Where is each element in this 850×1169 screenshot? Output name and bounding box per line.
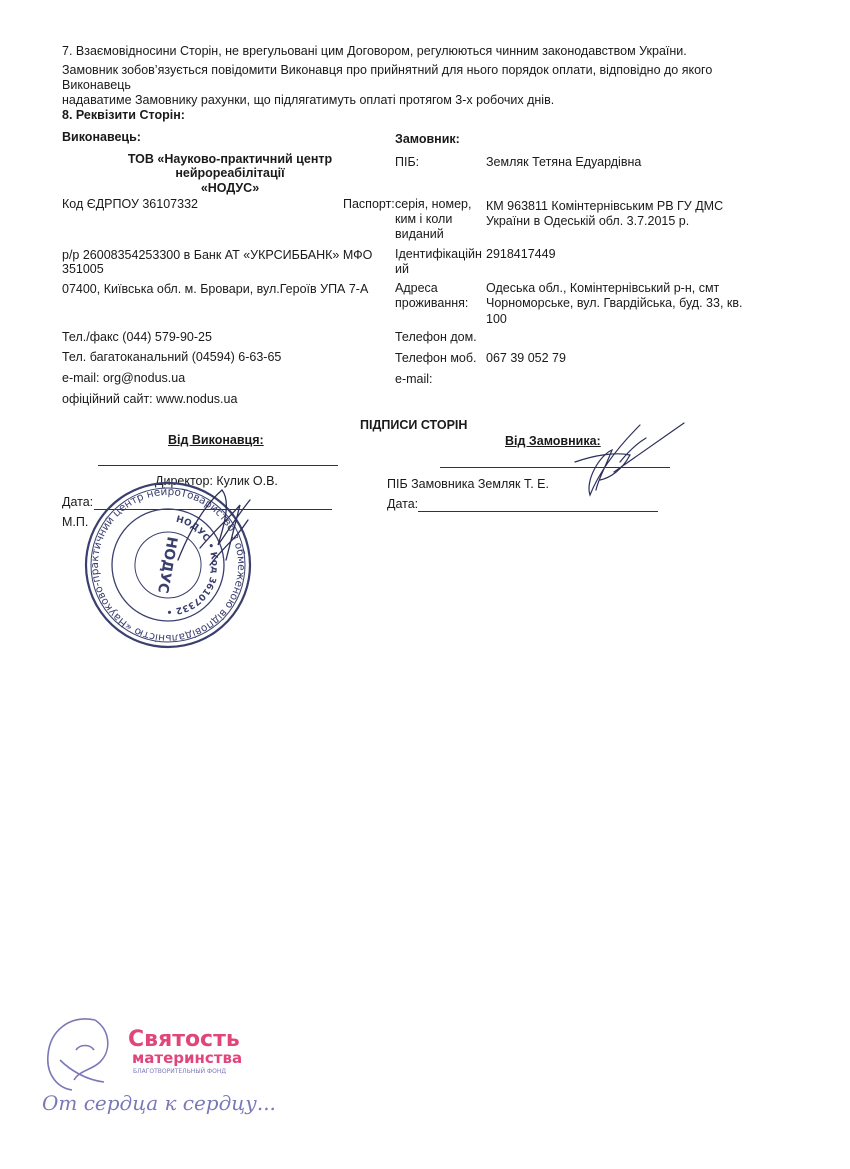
customer-pib-value: Земляк Тетяна Едуардівна [486, 155, 642, 169]
customer-passport-value-1: КМ 963811 Комінтернівським РВ ГУ ДМС [486, 199, 724, 213]
executor-heading: Виконавець: [62, 130, 141, 144]
director-label: Директор: Кулик О.В. [155, 474, 278, 488]
payment-clause-line-3: надаватиме Замовнику рахунки, що підлягатимуть оплаті протягом 3-х робочих днів. [62, 93, 555, 107]
mp-label: М.П. [62, 515, 89, 529]
customer-pib-label: ПІБ: [395, 155, 420, 169]
from-customer-label: Від Замовника: [505, 434, 601, 448]
executor-account-line-2: 351005 [62, 262, 104, 276]
signatures-title: ПІДПИСИ СТОРІН [360, 418, 468, 432]
customer-id-label-1: Ідентифікаційн [395, 247, 482, 261]
executor-phone: Тел./факс (044) 579-90-25 [62, 330, 212, 344]
customer-address-label-1: Адреса [395, 281, 438, 295]
logo-title-line-1: Святость [128, 1027, 240, 1052]
payment-clause-line-1: Замовник зобов’язується повідомити Виконавця про прийнятний для нього порядок оплати, відповідно до якого [62, 63, 713, 77]
executor-edrpou: Код ЄДРПОУ 36107332 [62, 197, 198, 211]
customer-passport-sublabel-2: ким і коли [395, 212, 453, 226]
clause-8-title: 8. Реквізити Сторін: [62, 108, 185, 122]
stamp-center-text: НОДУС [154, 535, 180, 595]
customer-heading: Замовник: [395, 132, 460, 146]
executor-account-line-1: р/р 26008354253300 в Банк АТ «УКРСИББАНК» МФО [62, 248, 373, 262]
from-executor-label: Від Виконавця: [168, 433, 264, 447]
customer-email-label: e-mail: [395, 372, 433, 386]
customer-passport-sublabel-1: серія, номер, [395, 197, 472, 211]
customer-address-value-2: Чорноморське, вул. Гвардійська, буд. 33, кв. [486, 296, 743, 310]
mother-child-icon [48, 1019, 108, 1090]
customer-address-value-3: 100 [486, 312, 507, 326]
executor-site: офіційний сайт: www.nodus.ua [62, 392, 238, 406]
logo-slogan: От сердца к сердцу... [42, 1091, 276, 1115]
logo-title-line-2: материнства [132, 1049, 243, 1067]
stamp-outer-text: Товариство з обмеженою відповідальністю «Науково-практичний центр нейрореабілітації «НОДУС» • Україна • [88, 485, 764, 645]
executor-multichannel-phone: Тел. багатоканальний (04594) 6-63-65 [62, 350, 282, 364]
customer-passport-sublabel-3: виданий [395, 227, 444, 241]
logo-subtitle: БЛАГОТВОРИТЕЛЬНЫЙ ФОНД [133, 1068, 227, 1075]
customer-date-label: Дата: [387, 497, 419, 511]
payment-clause-line-2: Виконавець [62, 78, 131, 92]
executor-name-line-1: ТОВ «Науково-практичний центр [127, 152, 333, 166]
clause-7: 7. Взаємовідносини Сторін, не врегульовані цим Договором, регулюються чинним законодавством України. [62, 44, 687, 58]
customer-passport-label: Паспорт: [343, 197, 395, 211]
customer-address-value-1: Одеська обл., Комінтернівський р-н, смт [486, 281, 720, 295]
customer-phone-mob-value: 067 39 052 79 [486, 351, 566, 365]
executor-email: e-mail: org@nodus.ua [62, 371, 186, 385]
customer-passport-value-2: України в Одеській обл. 3.7.2015 р. [486, 214, 690, 228]
stamp-inner-text: НОДУС • Код 36107332 • [166, 514, 220, 617]
customer-id-label-2: ий [395, 262, 409, 276]
executor-name-line-2: нейрореабілітації [175, 166, 285, 180]
customer-address-label-2: проживання: [395, 296, 469, 310]
customer-id-value: 2918417449 [486, 247, 556, 261]
executor-address: 07400, Київська обл. м. Бровари, вул.Героїв УПА 7-А [62, 282, 369, 296]
executor-date-label: Дата: [62, 495, 94, 509]
customer-phone-home-label: Телефон дом. [395, 330, 477, 344]
customer-pib-signature: ПІБ Замовника Земляк Т. Е. [387, 477, 549, 491]
customer-phone-mob-label: Телефон моб. [395, 351, 477, 365]
executor-name-line-3: «НОДУС» [200, 181, 260, 195]
